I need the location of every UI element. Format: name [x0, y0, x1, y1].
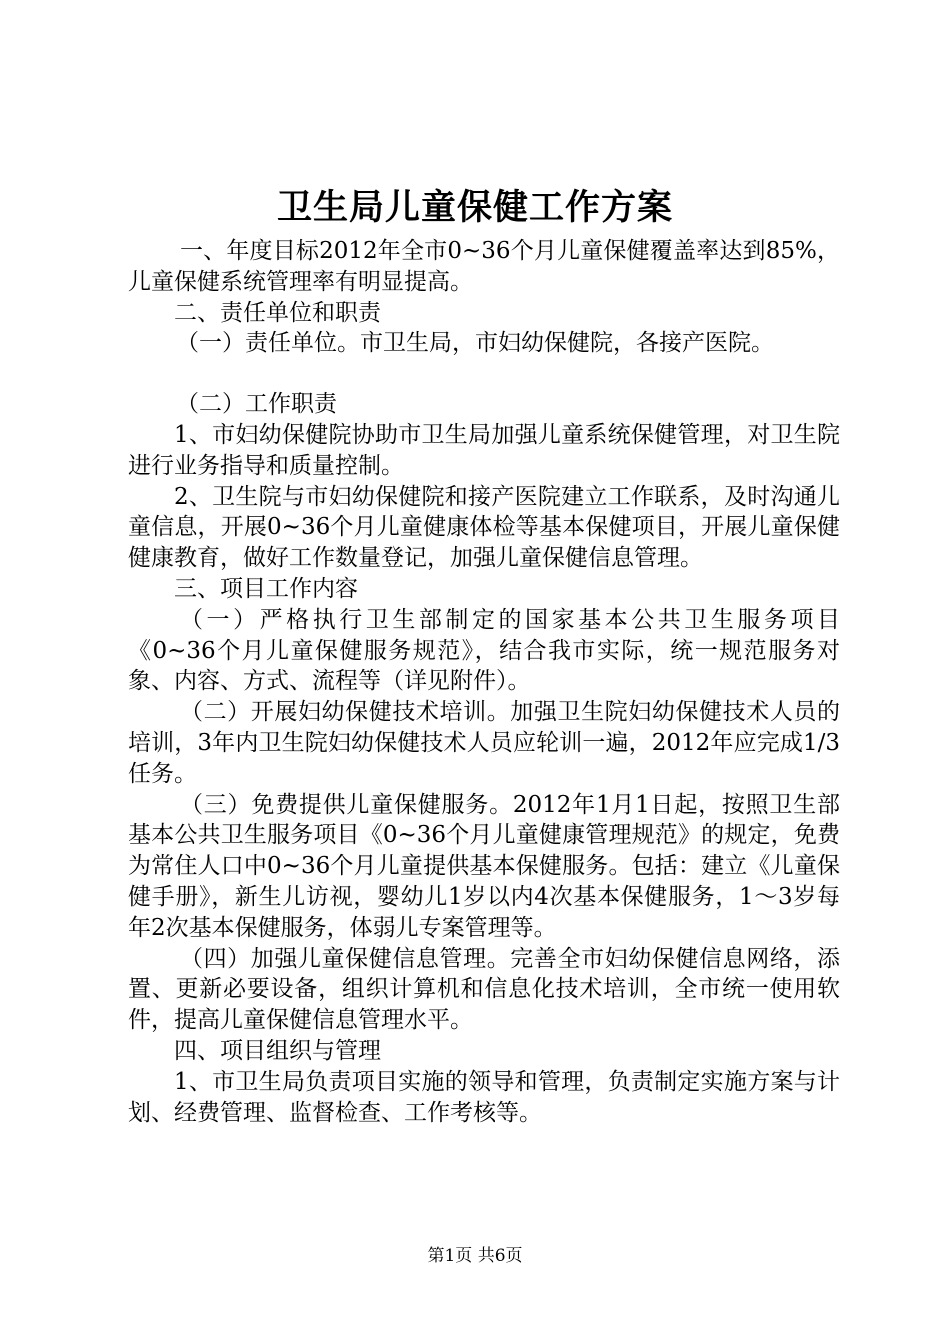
paragraph-organization-1: 1、市卫生局负责项目实施的领导和管理，负责制定实施方案与计划、经费管理、监督检查、工作考核等。: [128, 1068, 840, 1126]
heading-work-duties: （二）工作职责: [176, 391, 337, 418]
paragraph-content-2: （二）开展妇幼保健技术培训。加强卫生院妇幼保健技术人员的培训，3年内卫生院妇幼保健技术人员应轮训一遍，2012年应完成1/3任务。: [128, 699, 840, 787]
document-body: [128, 236, 840, 1128]
page-footer: 第1页 共6页: [427, 1246, 523, 1266]
paragraph-responsible-units: （一）责任单位。市卫生局，市妇幼保健院，各接产医院。: [176, 330, 774, 357]
heading-project-content: 三、项目工作内容: [174, 575, 358, 602]
paragraph-content-1: （一）严格执行卫生部制定的国家基本公共卫生服务项目《0~36个月儿童保健服务规范》，结合我市实际，统一规范服务对象、内容、方式、流程等（详见附件）。: [128, 606, 840, 695]
paragraph-content-4: （四）加强儿童保健信息管理。完善全市妇幼保健信息网络，添置、更新必要设备，组织计算机和信息化技术培训，全市统一使用软件，提高儿童保健信息管理水平。: [128, 945, 840, 1034]
heading-organization: 四、项目组织与管理: [174, 1037, 381, 1064]
paragraph-annual-goal: 一、年度目标2012年全市0~36个月儿童保健覆盖率达到85%，儿童保健系统管理率有明显提高。: [128, 238, 840, 295]
document-title: 卫生局儿童保健工作方案: [276, 187, 673, 228]
paragraph-duty-1: 1、市妇幼保健院协助市卫生局加强儿童系统保健管理，对卫生院进行业务指导和质量控制。: [128, 421, 840, 479]
blank-line: [128, 359, 840, 389]
paragraph-content-3: （三）免费提供儿童保健服务。2012年1月1日起，按照卫生部基本公共卫生服务项目《0~36个月儿童健康管理规范》的规定，免费为常住人口中0~36个月儿童提供基本保健服务。包括：建立《儿童保健手册》，新生儿访视，婴幼儿1岁以内4次基本保健服务，1～3岁每年2次基本保健服务，体弱儿专案管理等。: [128, 791, 840, 941]
paragraph-duty-2: 2、卫生院与市妇幼保健院和接产医院建立工作联系，及时沟通儿童信息，开展0~36个月儿童健康体检等基本保健项目，开展儿童保健健康教育，做好工作数量登记，加强儿童保健信息管理。: [128, 483, 840, 572]
heading-responsibilities: 二、责任单位和职责: [174, 299, 381, 326]
